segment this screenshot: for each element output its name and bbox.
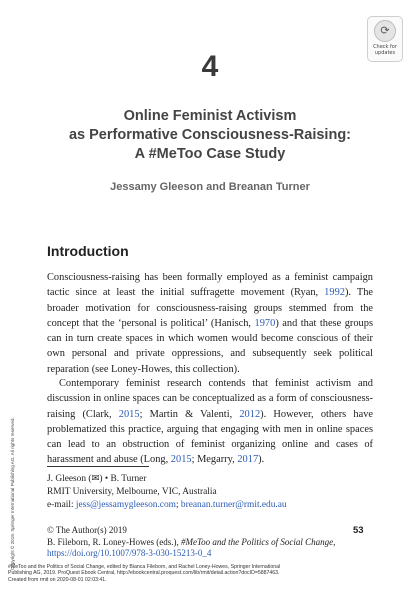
citation-link[interactable]: 2015: [170, 454, 192, 466]
source-line: Created from rmit on 2020-08-01 02:03:41.: [8, 576, 107, 583]
comma: ,: [333, 536, 336, 547]
footnote-divider: [47, 466, 149, 467]
p1-text-3: ) and that these groups can in turn create spaces in which women would become conscious of their own personal and private oppressions, and subsequently seek political reparation (see Loney-Howes, this collection).: [47, 317, 373, 375]
copyright-line: © The Author(s) 2019: [47, 525, 127, 535]
chapter-number: 4: [201, 50, 219, 83]
p2-text-1: Contemporary feminist research contends that feminist activism and discussion in online spaces can be conceptualized as a form of consciousness-raising (Clark,: [47, 378, 373, 420]
p2-text-2: ; Martin & Valenti,: [139, 408, 240, 420]
citation-link[interactable]: 2012: [239, 408, 261, 420]
p1-text-2: ). The broader motivation for consciousness-raising groups stemmed from the concept that the ‘personal is political’ (Hanisch,: [47, 287, 373, 329]
copyright-block: [47, 525, 335, 560]
paragraph-1: [47, 270, 373, 377]
email-label: e-mail:: [47, 500, 76, 510]
title-line-3: A #MeToo Case Study: [134, 146, 286, 162]
source-line: #MeToo and the Politics of Social Change, edited by Bianca Fileborn, and Rachel Loney-Howes, Springer International: [8, 564, 281, 570]
title-line-1: Online Feminist Activism: [123, 108, 297, 124]
source-footer: [8, 564, 280, 583]
email-separator: ;: [175, 500, 181, 510]
check-updates-icon: ⟳: [374, 20, 396, 42]
doi-link[interactable]: https://doi.org/10.1007/978-3-030-15213-0_4: [47, 548, 212, 558]
title-line-2: as Performative Consciousness-Raising:: [68, 127, 352, 143]
email-link[interactable]: breanan.turner@rmit.edu.au: [180, 500, 287, 510]
citation-line: [47, 537, 335, 549]
p2-text-3: ). However, others have problematized this practice, arguing that engaging with men in online spaces can lead to an obstruction of feminist organizing online and cases of harassment and abuse (Long,: [47, 408, 373, 466]
side-copyright: Copyright © 2019. Springer International Publishing AG. All rights reserved.: [10, 417, 15, 570]
citation-link[interactable]: 2015: [118, 408, 140, 420]
footnote-email: [47, 499, 287, 512]
citation-link[interactable]: 1970: [254, 317, 276, 329]
section-heading: Introduction: [47, 243, 129, 259]
source-line: Publishing AG, 2019. ProQuest Ebook Central, http://ebookcentral.proquest.com/lib/rmit/detail.action?docID=5887463.: [8, 570, 280, 577]
citation-link[interactable]: 2017: [237, 454, 259, 466]
footnote-authors: J. Gleeson (✉) • B. Turner: [47, 474, 147, 484]
footnote-affiliation: RMIT University, Melbourne, VIC, Australia: [47, 487, 217, 497]
page-number: 53: [353, 525, 364, 536]
p2-text-5: ).: [258, 454, 265, 466]
paragraph-2: [47, 376, 373, 468]
badge-label: Check for updates: [373, 44, 397, 56]
p1-text-1: Consciousness-raising has been formally employed as a feminist campaign tactic since at least the initial suffragette movement (Ryan,: [47, 272, 373, 299]
editors-text: B. Fileborn, R. Loney-Howes (eds.),: [47, 536, 181, 547]
email-link[interactable]: jess@jessamygleeson.com: [75, 500, 176, 510]
chapter-authors: Jessamy Gleeson and Breanan Turner: [110, 181, 310, 193]
citation-link[interactable]: 1992: [324, 287, 345, 299]
chapter-title: [0, 107, 420, 164]
p2-text-4: ; Megarry,: [191, 454, 238, 466]
book-title: #MeToo and the Politics of Social Change: [180, 536, 334, 547]
doi-line: [47, 548, 335, 560]
